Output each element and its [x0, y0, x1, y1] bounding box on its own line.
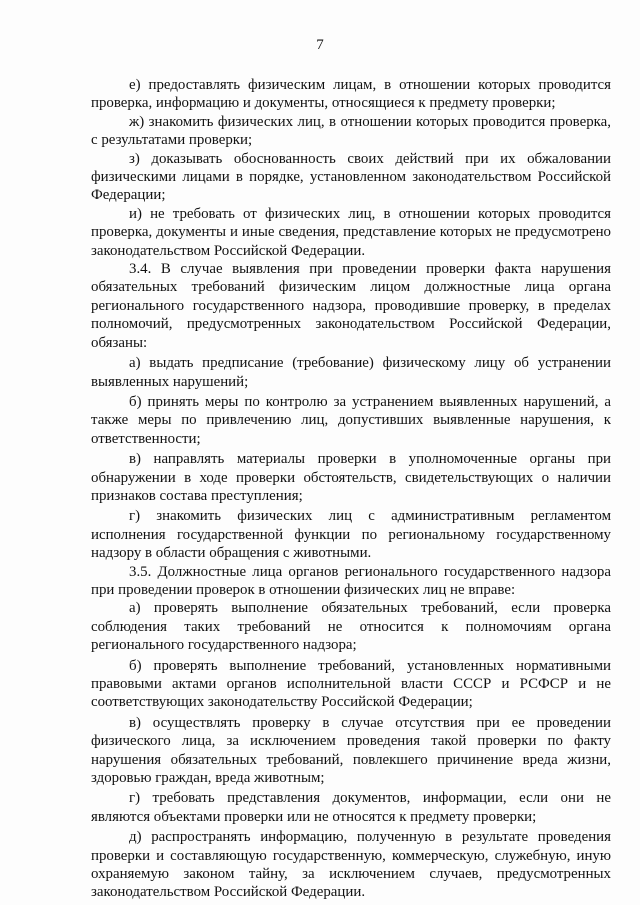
paragraph: б) проверять выполнение требований, установленных нормативными правовыми актами органов исполнительной власти СССР и РСФСР и не соответствующих законодательству Российской Федерации; — [91, 657, 611, 711]
paragraph: в) направлять материалы проверки в уполномоченные органы при обнаружении в ходе проверки обстоятельств, свидетельствующих о наличии признаков состава преступления; — [91, 451, 611, 504]
paragraph: е) предоставлять физическим лицам, в отношении которых проводится проверка, информацию и документы, относящиеся к предмету проверки; — [91, 77, 611, 112]
paragraph: 3.5. Должностные лица органов регионального государственного надзора при проведении проверок в отношении физических лиц не вправе: — [91, 563, 611, 598]
document-body — [91, 76, 611, 902]
paragraph: д) распространять информацию, полученную в результате проведения проверки и составляющую государственную, коммерческую, служебную, иную охраняемую законом тайну, за исключением случаев, предусмотренных законодательством Российской Федерации. — [91, 829, 611, 901]
paragraph: а) выдать предписание (требование) физическому лицу об устранении выявленных нарушений; — [91, 355, 611, 390]
paragraph: г) требовать представления документов, информации, если они не являются объектами проверки или не относятся к предмету проверки; — [91, 790, 611, 825]
paragraph: б) принять меры по контролю за устранением выявленных нарушений, а также меры по привлечению лиц, допустивших выявленные нарушения, к ответственности; — [91, 393, 611, 447]
paragraph: з) доказывать обоснованность своих действий при их обжаловании физическими лицами в порядке, установленном законодательством Российской Федерации; — [91, 150, 611, 204]
paragraph: ж) знакомить физических лиц, в отношении которых проводится проверка, с результатами проверки; — [91, 113, 611, 149]
paragraph: и) не требовать от физических лиц, в отношении которых проводится проверка, документы и иные сведения, представление которых не предусмотрено законодательством Российской Федерации. — [91, 205, 611, 259]
paragraph: а) проверять выполнение обязательных требований, если проверка соблюдения таких требований не относится к полномочиям органа регионального государственного надзора; — [91, 600, 611, 654]
paragraph: г) знакомить физических лиц с административным регламентом исполнения государственной функции по региональному государственному надзору в области обращения с животными. — [91, 508, 611, 562]
paragraph: 3.4. В случае выявления при проведении проверки факта нарушения обязательных требований физическим лицом должностные лица органа регионального государственного надзора, проводившие проверку, в пределах полномочий, предусмотренных законодательством Российской Федерации, обязаны: — [91, 261, 611, 351]
page-number: 7 — [316, 37, 324, 53]
paragraph: в) осуществлять проверку в случае отсутствия при ее проведении физического лица, за исключением проведения такой проверки по факту нарушения обязательных требований, повлекшего причинение вреда жизни, здоровью граждан, вреда животным; — [91, 714, 611, 787]
